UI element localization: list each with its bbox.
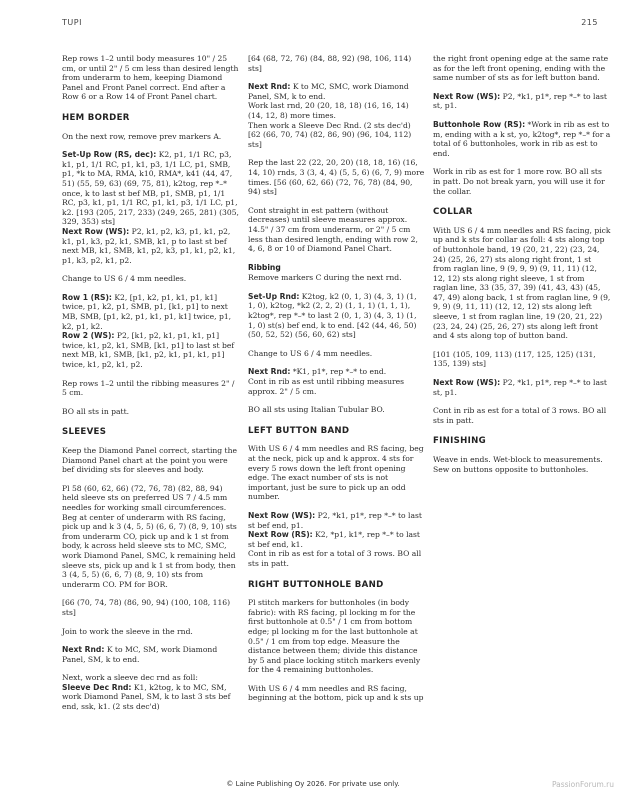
instruction-text: P2, *k1, p1*, rep *–* to last st, p1. — [433, 378, 607, 397]
paragraph: Weave in ends. Wet-block to measurements. Sew on buttons opposite to buttonholes. — [433, 455, 603, 474]
instruction-text: K2, p1, 1/1 RC, p3, k1, p1, 1/1 RC, p1, k1, p3, 1/1 LC, p1, SMB, p1, *k to MA, RMA, k10, RMA*, k41 (44, 47, 51) (55, 59, 63) (69, 75, 81), k2tog, rep *–* once, k to last st bef MB, p1, SMB, p1, 1/1 RC, p3, k1, p1, 1/1 RC, p1, k1, p3, 1/1 LC, p1, k2. [193 (205, 217, 233) (249, 265, 281) (305, 329, 353) sts] — [62, 150, 239, 227]
instruction-text: Cont in rib as est until ribbing measures approx. 2" / 5 cm. — [248, 377, 405, 396]
page-header — [62, 18, 598, 30]
instruction-next-row-ws — [433, 92, 611, 111]
instruction-next-row-ws — [248, 511, 426, 530]
instruction-setup-rnd — [248, 292, 426, 340]
instruction-text: Cont in rib as est for a total of 3 rows. BO all sts in patt. — [248, 549, 422, 568]
instruction-row-2 — [62, 331, 240, 369]
subheading-ribbing: Ribbing — [248, 262, 281, 272]
paragraph: Pl 58 (60, 62, 66) (72, 76, 78) (82, 88, 94) held sleeve sts on preferred US 7 / 4.5 mm needles for working small circumferences. Beg at center of underarm with RS facing, pick up and k 3 (4, 5, 5) (6, 6, 7) (8, 9, 10) sts from underarm CO, pick up and k 1 st from body, k across held sleeve sts to MC, SMC, work Diamond Panel, SMC, k remaining held sleeve sts, pick up and k 1 st from body, then 3 (4, 5, 5) (6, 6, 7) (8, 9, 10) sts from underarm CO. PM for BOR. — [62, 483, 237, 589]
paragraph: Change to US 6 / 4 mm needles. — [62, 274, 187, 284]
section-heading-collar: COLLAR — [433, 207, 473, 218]
section-heading-sleeves: SLEEVES — [62, 427, 107, 438]
running-title: TUPI — [62, 18, 82, 27]
paragraph: Join to work the sleeve in the rnd. — [62, 626, 193, 636]
instruction-next-rnd — [248, 367, 426, 396]
section-heading-left-button-band: LEFT BUTTON BAND — [248, 425, 350, 436]
instruction-text: P2, [k1, p2, k1, p1, k1, p1] twice, k1, p2, k1, SMB, [k1, p1] to last st bef next MB, k1, SMB, [k1, p2, k1, p1, k1, p1] twice, k1, p2, k1, p2. — [62, 331, 235, 370]
instruction-buttonhole-row — [433, 120, 611, 158]
instruction-text: K2tog, k2 (0, 1, 3) (4, 3, 1) (1, 1, 0), k2tog, *k2 (2, 2, 2) (1, 1, 1) (1, 1, 1), k2tog*, rep *–* to last 2 (0, 1, 3) (4, 3, 1) (1, 1, 0) st(s) bef end, k to end. [42 (44, 46, 50) (50, 52, 52) (56, 60, 62) sts] — [248, 291, 417, 340]
section-heading-right-buttonhole-band: RIGHT BUTTONHOLE BAND — [248, 579, 384, 590]
instruction-label: Row 2 (WS): — [62, 331, 115, 341]
instruction-label: Buttonhole Row (RS): — [433, 119, 526, 129]
stitch-count: [62 (66, 70, 74) (82, 86, 90) (96, 104, 112) sts] — [248, 130, 412, 149]
instruction-text: K to MC, SM, work Diamond Panel, SM, k to end. — [62, 645, 218, 664]
instruction-next-rnd — [62, 645, 240, 664]
section-heading-finishing: FINISHING — [433, 436, 486, 447]
instruction-next-row-ws — [433, 378, 611, 397]
paragraph: Cont straight in est pattern (without decreases) until sleeve measures approx. 14.5" / 37 cm from underarm, or 2" / 5 cm less than desired length, ending with row 2, 4, 6, 8 or 10 of Diamond Panel Chart. — [248, 205, 418, 254]
paragraph: the right front opening edge at the same rate as for the left front opening, ending with the same number of sts as for left button band. — [433, 54, 609, 83]
instruction-label: Sleeve Dec Rnd: — [62, 682, 132, 692]
instruction-label: Row 1 (RS): — [62, 292, 112, 302]
instruction-text: K2, *p1, k1*, rep *–* to last st bef end, k1. — [248, 530, 420, 549]
instruction-text: P2, k1, p2, k3, p1, k1, p2, k1, p1, k3, p2, k1, SMB, k1, p to last st bef next MB, k1, SMB, k1, p2, k3, p1, k1, p2, k1, p1, k3, p2, k1, p2. — [62, 226, 236, 265]
section-heading-hem-border: HEM BORDER — [62, 112, 130, 123]
paragraph: Remove markers C during the next rnd. — [248, 273, 402, 283]
paragraph: BO all sts in patt. — [62, 406, 130, 416]
paragraph: Work in rib as est for 1 more row. BO all sts in patt. Do not break yarn, you will use it for the collar. — [433, 167, 605, 196]
instruction-label: Next Rnd: — [248, 82, 291, 92]
instruction-label: Next Row (RS): — [248, 530, 313, 540]
instruction-next-rnd — [248, 82, 426, 149]
instruction-label: Next Rnd: — [62, 645, 105, 655]
instruction-text: *K1, p1*, rep *–* to end. — [290, 367, 387, 377]
page-number: 215 — [581, 18, 598, 27]
instruction-next-row-ws — [62, 227, 240, 265]
instruction-label: Set-Up Rnd: — [248, 291, 300, 301]
paragraph: Cont in rib as est for a total of 3 rows. BO all sts in patt. — [433, 406, 607, 425]
paragraph: Change to US 6 / 4 mm needles. — [248, 348, 373, 358]
instruction-label: Next Rnd: — [248, 367, 291, 377]
paragraph: On the next row, remove prev markers A. — [62, 131, 222, 141]
paragraph: With US 6 / 4 mm needles and RS facing, beg at the neck, pick up and k approx. 4 sts for every 5 rows down the left front opening edge. The exact number of sts is not important, just be sure to pick up an odd number. — [248, 444, 424, 502]
instruction-text: Then work a Sleeve Dec Rnd. (2 sts dec'd) — [248, 120, 411, 130]
instruction-label: Next Row (WS): — [248, 510, 316, 520]
instruction-label: Set-Up Row (RS, dec): — [62, 150, 157, 160]
instruction-label: Next Row (WS): — [433, 378, 501, 388]
stitch-count: [101 (105, 109, 113) (117, 125, 125) (131, 135, 139) sts] — [433, 349, 596, 369]
paragraph: BO all sts using Italian Tubular BO. — [248, 405, 385, 415]
instruction-sleeve-dec-rnd — [62, 683, 240, 712]
instruction-text: Work last rnd, 20 (20, 18, 18) (16, 16, 14) (14, 12, 8) more times. — [248, 101, 409, 120]
watermark: PassionForum.ru — [551, 780, 614, 789]
instruction-next-row-rs — [248, 530, 426, 568]
stitch-count: [66 (70, 74, 78) (86, 90, 94) (100, 108, 116) sts] — [62, 598, 231, 617]
paragraph: Pl stitch markers for buttonholes (in body fabric): with RS facing, pl locking m for the first buttonhole at 0.5" / 1 cm from bottom edge; pl locking m for the last buttonhole at 0.5" / 1 cm from top edge. Measure the distance between them; divide this distance by 5 and place locking stitch markers evenly for the 4 remaining buttonholes. — [248, 598, 421, 675]
instruction-setup-row — [62, 150, 240, 227]
instruction-label: Next Row (WS): — [62, 226, 130, 236]
paragraph: With US 6 / 4 mm needles and RS facing, beginning at the bottom, pick up and k sts up — [248, 683, 424, 703]
instruction-text: K1, k2tog, k to MC, SM, work Diamond Panel, SM, k to last 3 sts bef end, ssk, k1. (2 sts dec'd) — [62, 682, 231, 712]
paragraph: Keep the Diamond Panel correct, starting the Diamond Panel chart at the point you were bef dividing sts for sleeves and body. — [62, 446, 237, 475]
column-1 — [62, 54, 240, 721]
copyright-footer: © Laine Publishing Oy 2026. For private use only. — [226, 780, 400, 788]
paragraph: Rep rows 1–2 until the ribbing measures 2" / 5 cm. — [62, 378, 235, 398]
instruction-text: K2, [p1, k2, p1, k1, p1, k1] twice, p1, k2, p1, SMB, p1, [k1, p1] to next MB, SMB, [p1, k2, p1, k1, p1, k1] twice, p1, k2, p1, k2. — [62, 292, 232, 331]
column-3 — [433, 54, 611, 483]
paragraph: Next, work a sleeve dec rnd as foll: — [62, 673, 198, 683]
instruction-text: *Work in rib as est to m, ending with a k st, yo, k2tog*, rep *–* for a total of 6 buttonholes, work in rib as est to end. — [433, 119, 611, 158]
paragraph: Rep rows 1–2 until body measures 10" / 25 cm, or until 2" / 5 cm less than desired length from underarm to hem, keeping Diamond Panel and Front Panel correct. End after a Row 6 or a Row 14 of Front Panel chart. — [62, 54, 239, 102]
instruction-text: P2, *k1, p1*, rep *–* to last st, p1. — [433, 91, 607, 111]
column-2 — [248, 54, 426, 712]
paragraph: Rep the last 22 (22, 20, 20) (18, 18, 16) (16, 14, 10) rnds, 3 (3, 4, 4) (5, 5, 6) (6, 7, 9) more times. [56 (60, 62, 66) (72, 76, 78) (84, 90, 94) sts] — [248, 158, 425, 197]
instruction-label: Next Row (WS): — [433, 91, 501, 101]
stitch-count: [64 (68, 72, 76) (84, 88, 92) (98, 106, 114) sts] — [248, 54, 412, 73]
paragraph: With US 6 / 4 mm needles and RS facing, pick up and k sts for collar as foll: 4 sts along top of buttonhole band, 19 (20, 21, 22) (23, 24, 24) (25, 26, 27) sts along right front, 1 st from raglan line, 9 (9, 9, 9) (9, 11, 11) (12, 12, 12) sts along right sleeve, 1 st from raglan line, 33 (35, 37, 39) (41, 43, 43) (45, 47, 49) along back, 1 st from raglan line, 9 (9, 9, 9) (9, 11, 11) (12, 12, 12) sts along left sleeve, 1 st from raglan line, 19 (20, 21, 22) (23, 24, 24) (25, 26, 27) sts along left front and 4 sts along top of button band. — [433, 225, 611, 341]
instruction-text: K to MC, SMC, work Diamond Panel, SM, k to end. — [248, 82, 409, 101]
instruction-row-1 — [62, 293, 240, 331]
instruction-text: P2, *k1, p1*, rep *–* to last st bef end, p1. — [248, 510, 422, 530]
